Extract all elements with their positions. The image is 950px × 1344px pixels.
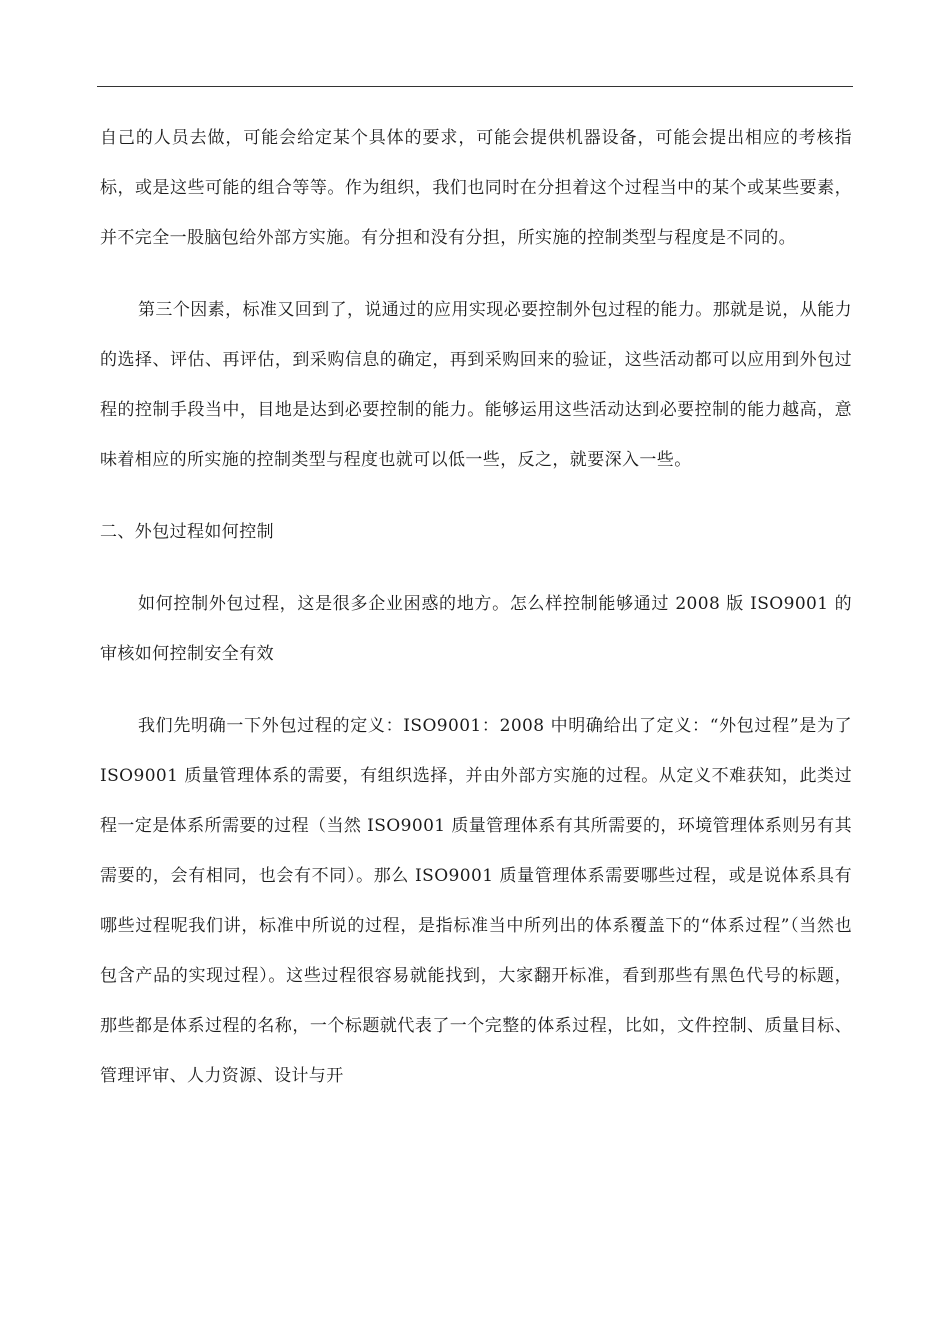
section-heading: 二、外包过程如何控制 bbox=[100, 522, 274, 542]
paragraph-gap bbox=[100, 485, 852, 507]
paragraph-third-factor: 第三个因素，标准又回到了，说通过的应用实现必要控制外包过程的能力。那就是说，从能力的选择、评估、再评估，到采购信息的确定，再到采购回来的验证，这些活动都可以应用到外包过程的控制手段当中，目地是达到必要控制的能力。能够运用这些活动达到必要控制的能力越高，意味着相应的所实施的控制类型与程度也就可以低一些，反之，就要深入一些。 bbox=[100, 300, 852, 470]
paragraph-gap bbox=[100, 557, 852, 579]
header-rule bbox=[97, 86, 853, 87]
paragraph-continuation: 自己的人员去做，可能会给定某个具体的要求，可能会提供机器设备，可能会提出相应的考核指标，或是这些可能的组合等等。作为组织，我们也同时在分担着这个过程当中的某个或某些要素，并不完全一股脑包给外部方实施。有分担和没有分担，所实施的控制类型与程度是不同的。 bbox=[100, 128, 852, 248]
paragraph-gap bbox=[100, 263, 852, 285]
paragraph-gap bbox=[100, 679, 852, 701]
paragraph-definition: 我们先明确一下外包过程的定义：ISO9001：2008 中明确给出了定义：“外包过程”是为了 ISO9001 质量管理体系的需要，有组织选择，并由外部方实施的过程。从定义不难获知，此类过程一定是体系所需要的过程（当然 ISO9001 质量管理体系有其所需要的，环境管理体系则另有其需要的，会有相同，也会有不同）。那么 ISO9001 质量管理体系需要哪些过程，或是说体系具有哪些过程呢我们讲，标准中所说的过程，是指标准当中所列出的体系覆盖下的“体系过程”（当然也包含产品的实现过程）。这些过程很容易就能找到，大家翻开标准，看到那些有黑色代号的标题，那些都是体系过程的名称，一个标题就代表了一个完整的体系过程，比如，文件控制、质量目标、管理评审、人力资源、设计与开 bbox=[100, 716, 852, 1086]
paragraph-how-to-control: 如何控制外包过程，这是很多企业困惑的地方。怎么样控制能够通过 2008 版 ISO9001 的审核如何控制安全有效 bbox=[100, 594, 852, 664]
document-body bbox=[100, 113, 852, 1101]
